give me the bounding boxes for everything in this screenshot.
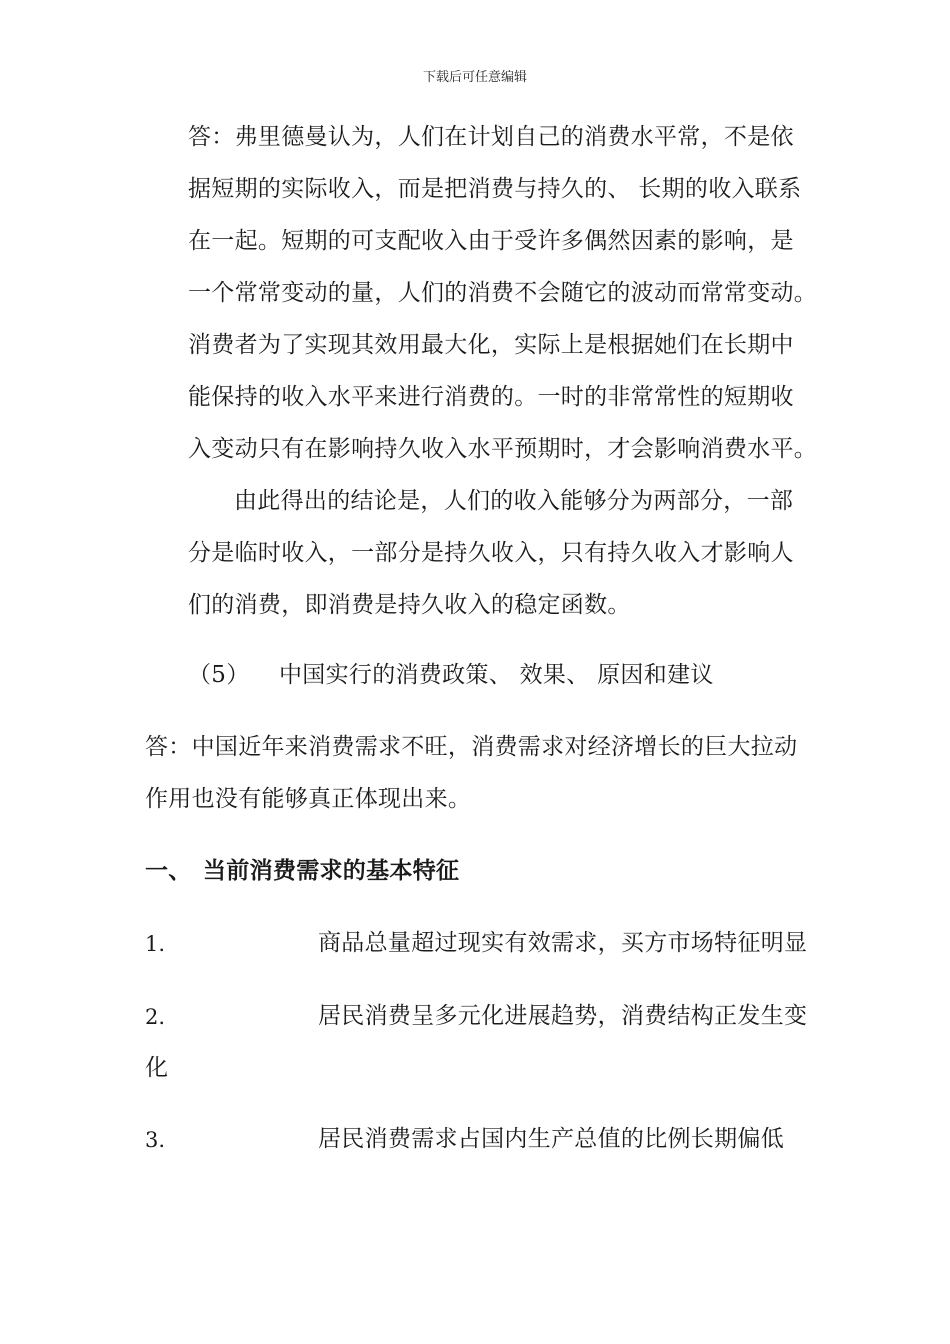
para1-line-7: 入变动只有在影响持久收入水平预期时，才会影响消费水平。 <box>188 436 818 462</box>
section1-title: 当前消费需求的基本特征 <box>203 857 460 884</box>
answer5-line-2: 作用也没有能够真正体现出来。 <box>145 786 472 812</box>
item2-number: 2. <box>145 1005 166 1029</box>
question5-text: 中国实行的消费政策、 效果、 原因和建议 <box>279 662 714 688</box>
para2-line-1: 由此得出的结论是，人们的收入能够分为两部分，一部 <box>234 488 794 514</box>
section1-number: 一、 <box>145 857 192 884</box>
item1-text: 商品总量超过现实有效需求，买方市场特征明显 <box>318 930 808 956</box>
item3-number: 3. <box>145 1128 166 1152</box>
para1-line-2: 据短期的实际收入，而是把消费与持久的、 长期的收入联系 <box>188 176 802 202</box>
item2-text-continued: 化 <box>145 1055 169 1081</box>
item2-text: 居民消费呈多元化进展趋势，消费结构正发生变 <box>318 1003 808 1029</box>
para1-line-5: 消费者为了实现其效用最大化，实际上是根据她们在长期中 <box>188 332 794 358</box>
page-header: 下载后可任意编辑 <box>422 70 527 85</box>
para2-line-2: 分是临时收入，一部分是持久收入，只有持久收入才影响人 <box>188 540 794 566</box>
para1-line-1: 答：弗里德曼认为，人们在计划自己的消费水平常，不是依 <box>188 124 794 150</box>
para2-line-3: 们的消费，即消费是持久收入的稳定函数。 <box>188 592 631 618</box>
item1-number: 1. <box>145 932 166 956</box>
para1-line-3: 在一起。短期的可支配收入由于受许多偶然因素的影响，是 <box>188 228 794 254</box>
question5-number: （5） <box>188 662 250 688</box>
para1-line-4: 一个常常变动的量，人们的消费不会随它的波动而常常变动。 <box>188 280 818 306</box>
item3-text: 居民消费需求占国内生产总值的比例长期偏低 <box>318 1126 784 1152</box>
para1-line-6: 能保持的收入水平来进行消费的。一时的非常常性的短期收 <box>188 384 794 410</box>
answer5-line-1: 答：中国近年来消费需求不旺，消费需求对经济增长的巨大拉动 <box>145 734 798 760</box>
